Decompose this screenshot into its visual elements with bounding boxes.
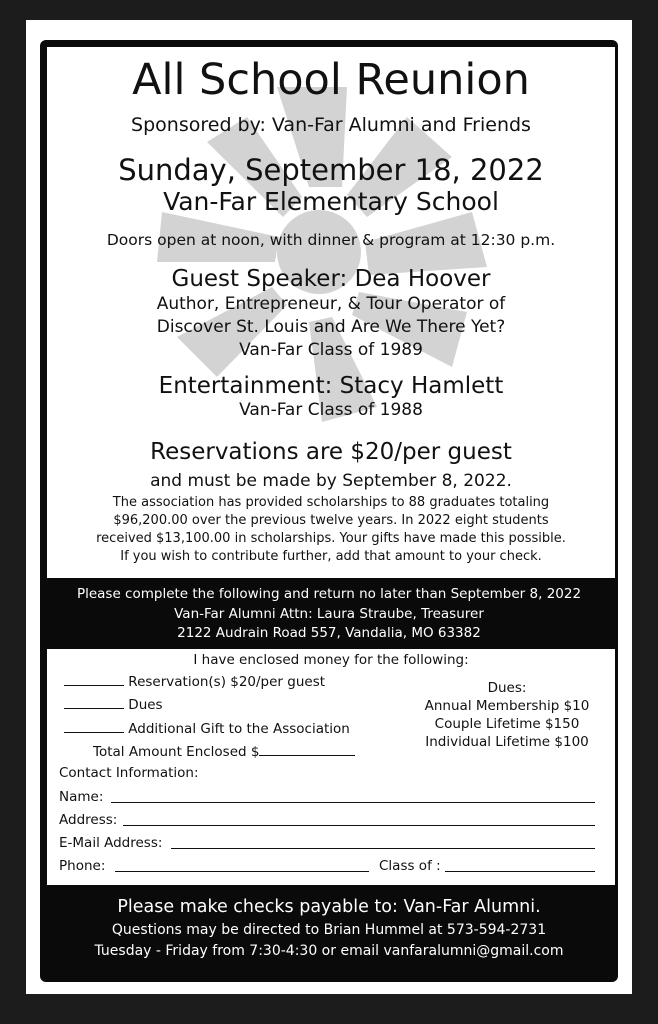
reservation-amount-blank[interactable] (64, 672, 124, 686)
reservation-price-heading: Reservations are $20/per guest (150, 439, 512, 465)
scholarship-text-line: received $13,100.00 in scholarships. Your gifts have made this possible. (96, 531, 566, 546)
event-title: All School Reunion (132, 55, 530, 105)
dues-item-label: Dues (128, 697, 163, 713)
class-of-label: Class of : (379, 858, 441, 874)
contact-info-heading: Contact Information: (59, 765, 199, 781)
name-field[interactable] (111, 802, 595, 803)
gift-amount-blank[interactable] (64, 719, 124, 733)
scholarship-text-line: $96,200.00 over the previous twelve years. In 2022 eight students (113, 513, 549, 528)
gift-item (64, 719, 350, 738)
reservation-item-label: Reservation(s) $20/per guest (128, 674, 326, 690)
speaker-detail-line: Author, Entrepreneur, & Tour Operator of (156, 294, 506, 314)
dues-amount-blank[interactable] (64, 695, 124, 709)
event-venue: Van-Far Elementary School (163, 187, 499, 216)
name-label: Name: (59, 789, 104, 805)
return-address-line: 2122 Audrain Road 557, Vandalia, MO 63382 (177, 625, 481, 641)
entertainment-class-line: Van-Far Class of 1988 (239, 400, 423, 420)
return-instructions: Please complete the following and return no later than September 8, 2022 (76, 586, 582, 602)
total-amount-label: Total Amount Enclosed $ (93, 744, 260, 760)
reservation-item (64, 672, 325, 691)
reservation-deadline: and must be made by September 8, 2022. (150, 471, 512, 491)
scholarship-text-line: The association has provided scholarships to 88 graduates totaling (112, 495, 550, 510)
speaker-detail-line: Discover St. Louis and Are We There Yet? (156, 317, 506, 337)
email-field[interactable] (171, 848, 595, 849)
event-date: Sunday, September 18, 2022 (118, 153, 544, 187)
entertainment-heading: Entertainment: Stacy Hamlett (158, 373, 504, 399)
dues-option: Individual Lifetime $100 (425, 734, 589, 750)
dues-item (64, 695, 163, 714)
form-intro: I have enclosed money for the following: (193, 652, 469, 668)
guest-speaker-heading: Guest Speaker: Dea Hoover (171, 266, 491, 292)
return-attention-line: Van-Far Alumni Attn: Laura Straube, Treasurer (174, 606, 484, 622)
doors-open-note: Doors open at noon, with dinner & program at 12:30 p.m. (106, 231, 556, 249)
questions-contact: Questions may be directed to Brian Hummel at 573-594-2731 (111, 922, 547, 938)
address-field[interactable] (123, 825, 595, 826)
scholarship-text-line: If you wish to contribute further, add that amount to your check. (120, 549, 542, 564)
reply-form (47, 649, 615, 885)
flyer-upper-section (47, 47, 615, 578)
email-label: E-Mail Address: (59, 835, 163, 851)
contact-hours-email: Tuesday - Friday from 7:30-4:30 or email vanfaralumni@gmail.com (94, 943, 564, 959)
payable-to-note: Please make checks payable to: Van-Far Alumni. (117, 897, 541, 917)
class-of-field[interactable] (445, 871, 595, 872)
dues-heading: Dues: (487, 680, 527, 696)
address-label: Address: (59, 812, 118, 828)
sponsor-line: Sponsored by: Van-Far Alumni and Friends (131, 114, 531, 136)
dues-option: Couple Lifetime $150 (434, 716, 580, 732)
phone-field[interactable] (115, 871, 369, 872)
phone-label: Phone: (59, 858, 106, 874)
total-amount-row (93, 742, 355, 761)
dues-option: Annual Membership $10 (424, 698, 590, 714)
speaker-class-line: Van-Far Class of 1989 (239, 340, 423, 360)
gift-item-label: Additional Gift to the Association (128, 721, 350, 737)
total-amount-blank[interactable] (259, 742, 355, 756)
